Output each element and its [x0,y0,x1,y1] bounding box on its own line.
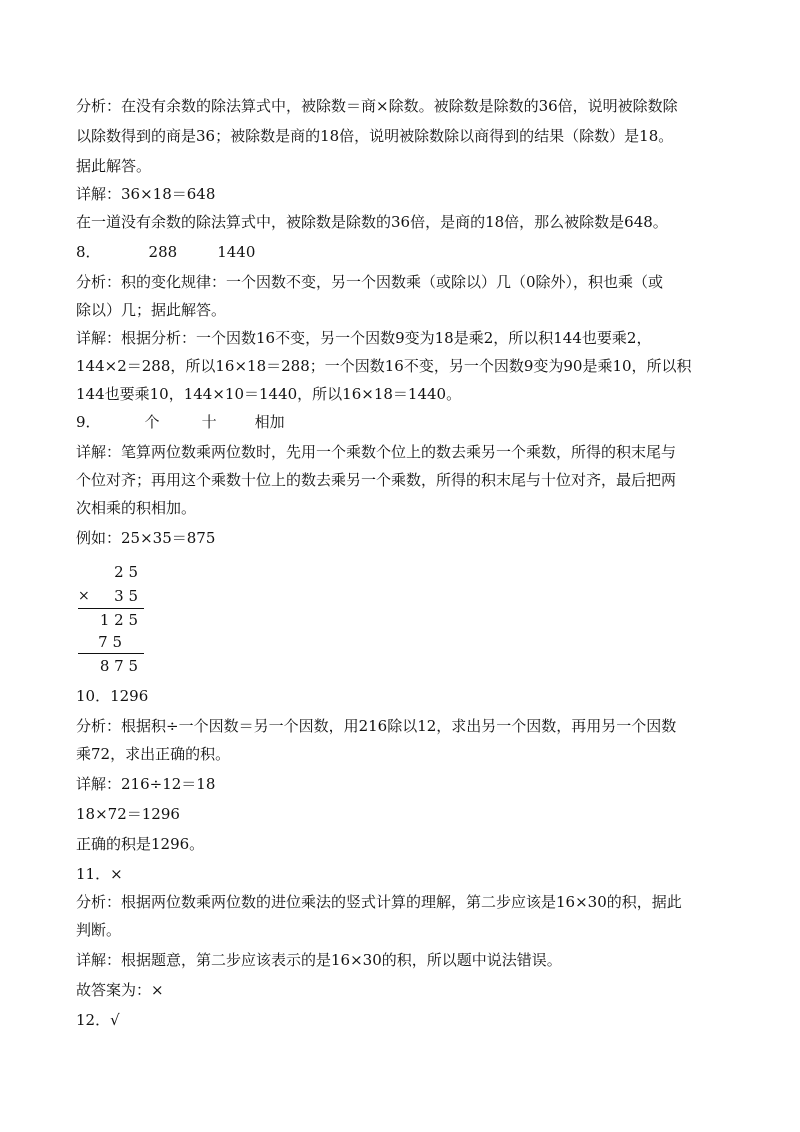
answer-8 [76,242,255,262]
calc-row: 7 5 [98,633,122,651]
solution-line: 详解：36×18＝648 [76,185,216,203]
analysis-line: 据此解答。 [76,157,152,175]
analysis-line: 分析：根据积÷一个因数＝另一个因数，用216除以12，求出另一个因数，再用另一个因数 [76,717,677,735]
calc-row: 2 5 [114,563,138,581]
solution-line: 正确的积是1296。 [76,835,205,853]
example-line: 例如：25×35＝875 [76,529,216,547]
final-answer-line: 故答案为：× [76,981,164,999]
solution-line: 详解：根据分析：一个因数16不变，另一个因数9变为18是乘2，所以积144也要乘2， [76,329,652,347]
solution-line: 个位对齐；再用这个乘数十位上的数去乘另一个乘数，所得的积末尾与十位对齐，最后把两 [76,471,677,489]
question-number: 8． [76,243,101,261]
analysis-line: 除以）几；据此解答。 [76,301,227,319]
analysis-line: 判断。 [76,921,122,939]
vertical-multiplication [76,560,146,680]
answer-blank: 相加 [254,413,285,431]
multiply-sign: × [78,588,90,604]
answer-blank: 十 [201,413,217,431]
calc-divider [78,608,144,609]
answer-10: 10．1296 [76,687,149,705]
solution-line: 在一道没有余数的除法算式中，被除数是除数的36倍，是商的18倍，那么被除数是648。 [76,213,668,231]
calc-divider [78,653,144,654]
question-number: 9． [76,413,101,431]
solution-line: 详解：笔算两位数乘两位数时，先用一个乘数个位上的数去乘另一个乘数，所得的积末尾与 [76,443,677,461]
solution-line: 次相乘的积相加。 [76,499,197,517]
answer-blank: 288 [148,243,178,261]
answer-blank: 个 [144,413,160,431]
answer-9 [76,412,285,432]
analysis-line: 分析：在没有余数的除法算式中，被除数＝商×除数。被除数是除数的36倍，说明被除数除 [76,97,678,115]
calc-row: 3 5 [114,587,138,605]
answer-12: 12．√ [76,1011,120,1029]
solution-line: 144×2＝288，所以16×18＝288；一个因数16不变，另一个因数9变为90是乘10，所以积 [76,357,692,375]
answer-blank: 1440 [217,243,256,261]
analysis-line: 乘72，求出正确的积。 [76,745,231,763]
calc-row: 1 2 5 [99,611,138,629]
solution-line: 详解：根据题意，第二步应该表示的是16×30的积，所以题中说法错误。 [76,951,562,969]
solution-line: 详解：216÷12＝18 [76,775,216,793]
analysis-line: 分析：根据两位数乘两位数的进位乘法的竖式计算的理解，第二步应该是16×30的积，据此 [76,893,682,911]
calc-row: 8 7 5 [99,657,138,675]
solution-line: 18×72＝1296 [76,805,180,823]
analysis-line: 以除数得到的商是36；被除数是商的18倍，说明被除数除以商得到的结果（除数）是18。 [76,127,674,145]
analysis-line: 分析：积的变化规律：一个因数不变，另一个因数乘（或除以）几（0除外），积也乘（或 [76,273,664,291]
answer-11: 11．× [76,865,123,883]
solution-line: 144也要乘10，144×10＝1440，所以16×18＝1440。 [76,385,462,403]
